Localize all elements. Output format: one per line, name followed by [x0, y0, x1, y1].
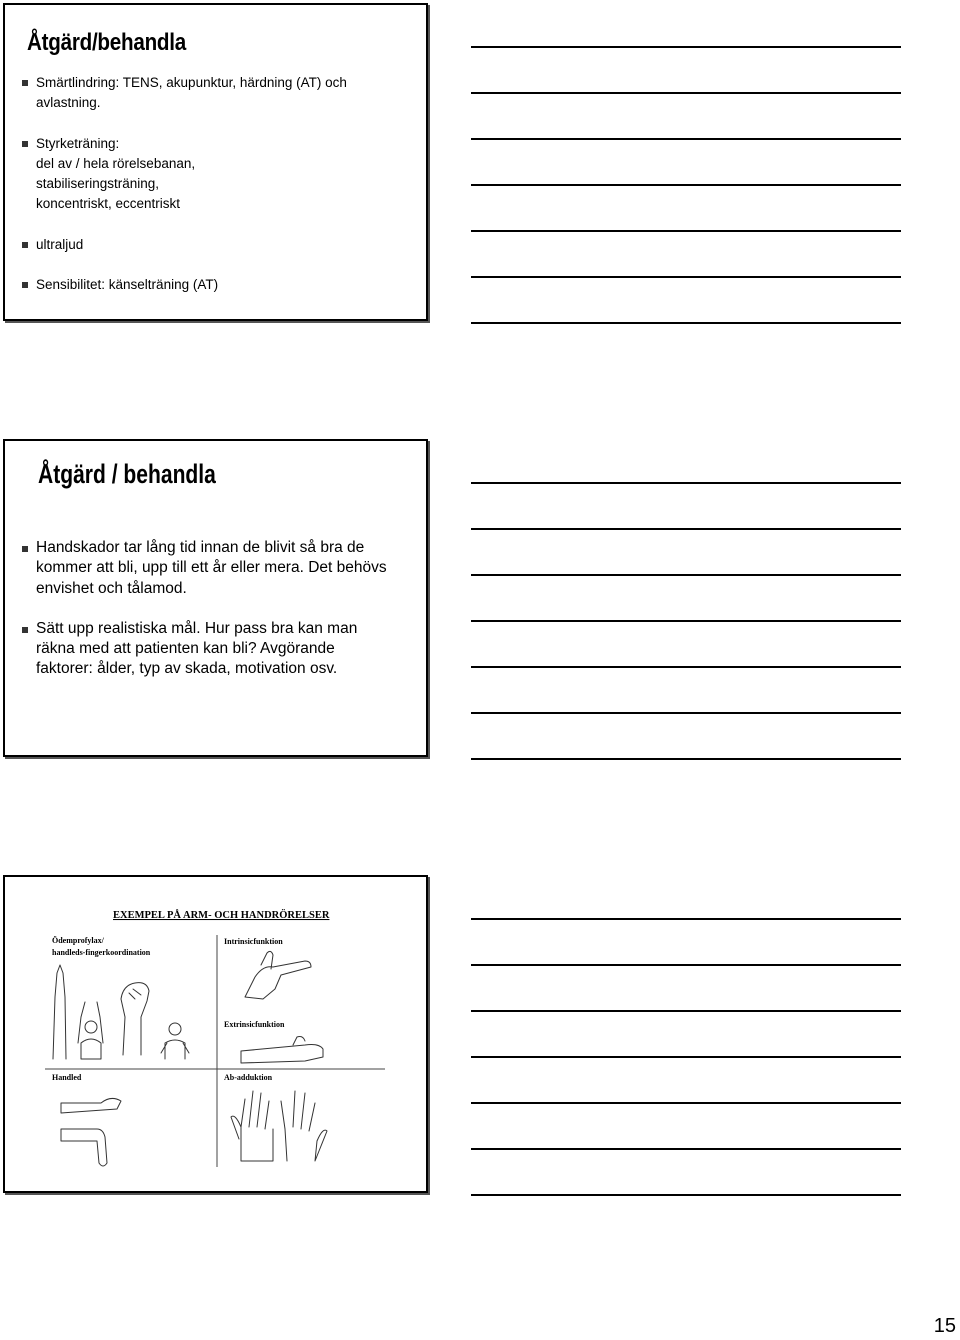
- slide-1: [3, 3, 428, 321]
- raised-arm-drawing: [53, 965, 66, 1059]
- label-intrinsic: Intrinsicfunktion: [224, 937, 283, 946]
- open-hand-1: [231, 1091, 273, 1161]
- slide-title: Åtgärd / behandla: [38, 459, 216, 489]
- bullet-item: Smärtlindring: TENS, akupunktur, härdning (AT) och avlastning.: [21, 73, 416, 114]
- slide-2: [3, 439, 428, 757]
- bullet-item: Styrketräning: del av / hela rörelsebanan, stabiliseringsträning, koncentriskt, eccentriskt: [21, 134, 416, 215]
- bullet-list: [21, 538, 421, 700]
- label-odemprofylax: Ödemprofylax/: [52, 936, 104, 945]
- bullet-item: Sätt upp realistiska mål. Hur pass bra kan man räkna med att patienten kan bli? Avgörande faktorer: ålder, typ av skada, motivation osv.: [21, 619, 421, 680]
- slide-3: [3, 875, 428, 1193]
- label-handleds: handleds-fingerkoordination: [52, 948, 151, 957]
- label-extrinsic: Extrinsicfunktion: [224, 1020, 285, 1029]
- bullet-item: Sensibilitet: känselträning (AT): [21, 275, 416, 295]
- exercise-figure: [5, 877, 426, 1191]
- open-hand-2: [281, 1091, 327, 1161]
- wrist-drawing-1: [61, 1098, 121, 1113]
- wrist-drawing-2: [61, 1129, 107, 1166]
- bullet-item: Handskador tar lång tid innan de blivit så bra de kommer att bli, upp till ett år eller mera. Det behövs envishet och tålamod.: [21, 538, 421, 599]
- page-number: 15: [933, 1315, 956, 1337]
- label-ab-adduktion: Ab-adduktion: [224, 1073, 273, 1082]
- extrinsic-hand-drawing: [241, 1045, 323, 1064]
- figure-heading: EXEMPEL PÅ ARM- OCH HANDRÖRELSER: [113, 910, 330, 921]
- note-lines: [471, 482, 901, 804]
- note-lines: [471, 46, 901, 368]
- bullet-item: ultraljud: [21, 235, 416, 255]
- label-handled: Handled: [52, 1073, 82, 1082]
- note-lines: [471, 918, 901, 1240]
- fist-drawing: [121, 983, 149, 1055]
- slide-title: Åtgärd/behandla: [27, 29, 186, 56]
- intrinsic-hand-drawing: [245, 961, 311, 999]
- bullet-list: [21, 73, 416, 315]
